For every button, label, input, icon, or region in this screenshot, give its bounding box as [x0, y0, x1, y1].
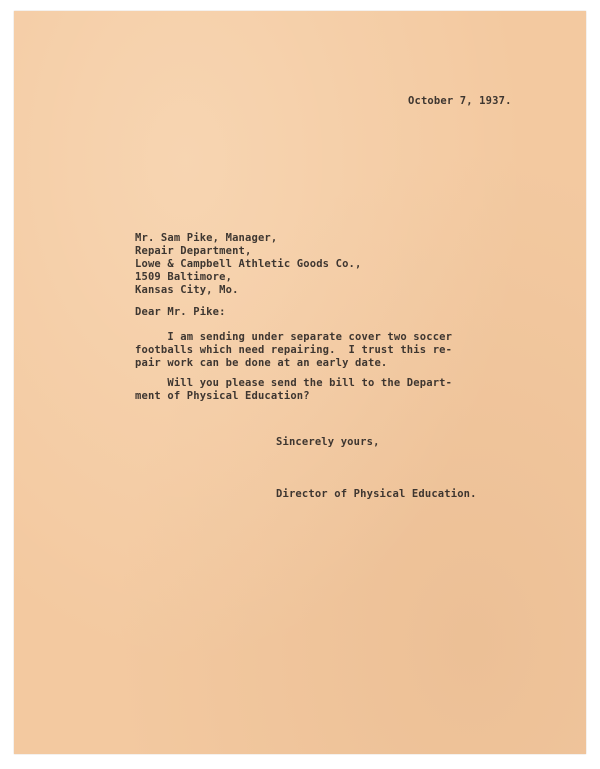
body-line: footballs which need repairing. I trust this re- [135, 344, 453, 356]
address-line: Repair Department, [135, 245, 252, 257]
address-line: Lowe & Campbell Athletic Goods Co., [135, 258, 362, 270]
body-line: ment of Physical Education? [135, 390, 310, 402]
signature-title: Director of Physical Education. [276, 488, 477, 500]
address-line: 1509 Baltimore, [135, 271, 233, 283]
salutation: Dear Mr. Pike: [135, 306, 226, 318]
address-line: Mr. Sam Pike, Manager, [135, 232, 278, 244]
closing: Sincerely yours, [276, 436, 380, 448]
body-line: I am sending under separate cover two soccer [135, 331, 453, 343]
body-line: pair work can be done at an early date. [135, 357, 388, 369]
letter-page [14, 11, 586, 754]
letter-date: October 7, 1937. [408, 95, 512, 107]
body-line: Will you please send the bill to the Depart- [135, 377, 453, 389]
address-line: Kansas City, Mo. [135, 284, 239, 296]
